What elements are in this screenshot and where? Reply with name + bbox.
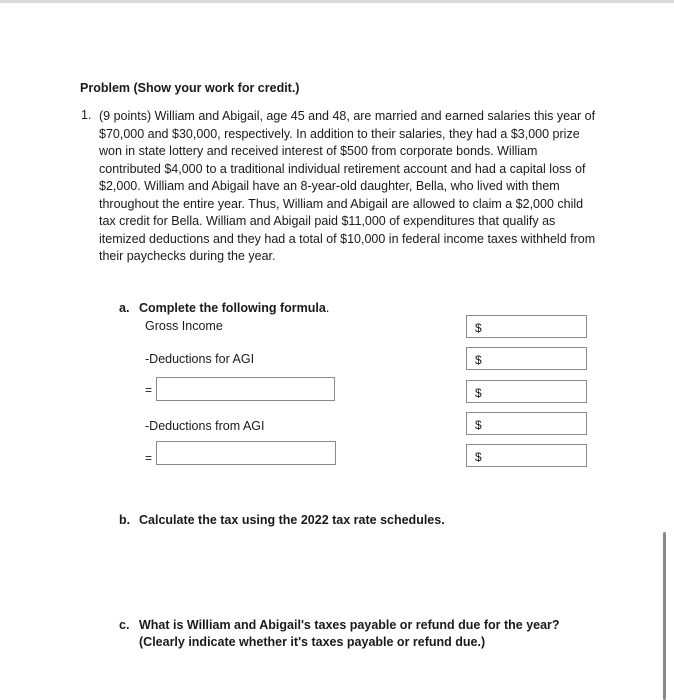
part-a-text: Complete the following formula [139,301,326,315]
agi-label-field[interactable] [156,377,335,401]
part-a-label: a. [119,301,130,315]
dollar-sign: $ [475,450,482,464]
part-b-label: b. [119,513,131,527]
question-number: 1. [81,108,92,122]
dollar-sign: $ [475,386,482,400]
part-b-text: Calculate the tax using the 2022 tax rate schedules. [139,513,445,527]
equals-sign-taxable: = [145,451,153,465]
taxable-income-label-field[interactable] [156,441,336,465]
agi-amount-field[interactable] [466,380,587,403]
part-a-period: . [325,301,330,315]
vertical-scrollbar[interactable] [663,532,666,700]
top-border [0,0,674,3]
dollar-sign: $ [475,418,482,432]
equals-sign-agi: = [145,383,153,397]
deductions-for-agi-amount-field[interactable] [466,347,587,370]
deductions-for-agi-label: -Deductions for AGI [145,352,255,366]
deductions-from-agi-amount-field[interactable] [466,412,587,435]
gross-income-label: Gross Income [145,319,223,333]
dollar-sign: $ [475,353,482,367]
part-b-heading [119,513,445,527]
part-c-heading [119,617,560,649]
deductions-from-agi-label: -Deductions from AGI [145,419,265,433]
taxable-income-amount-field[interactable] [466,444,587,467]
part-c-label: c. [119,618,130,632]
problem-heading: Problem (Show your work for credit.) [80,81,300,95]
part-a-heading [119,301,329,315]
question-text: (9 points) William and Abigail, age 45 and 48, are married and earned salaries this year of $70,000 and $30,000, respectively. In addition to their salaries, they had a $3,000 prize won in state lottery and received interest of $500 from corporate bonds. William contributed $4,000 to a traditional individual retirement account and had a capital loss of $2,000. William and Abigail have an 8-year-old daughter, Bella, who lived with them throughout the entire year. Thus, William and Abigail are allowed to claim a $2,000 child tax credit for Bella. William and Abigail paid $11,000 of expenditures that qualify as itemized deductions and they had a total of $10,000 in federal income taxes withheld from their paychecks during the year. [99,109,596,263]
dollar-sign: $ [475,321,482,335]
gross-income-amount-field[interactable] [466,315,587,338]
part-c-text: What is William and Abigail's taxes payable or refund due for the year? (Clearly indicate whether it's taxes payable or refund due.) [139,618,560,649]
